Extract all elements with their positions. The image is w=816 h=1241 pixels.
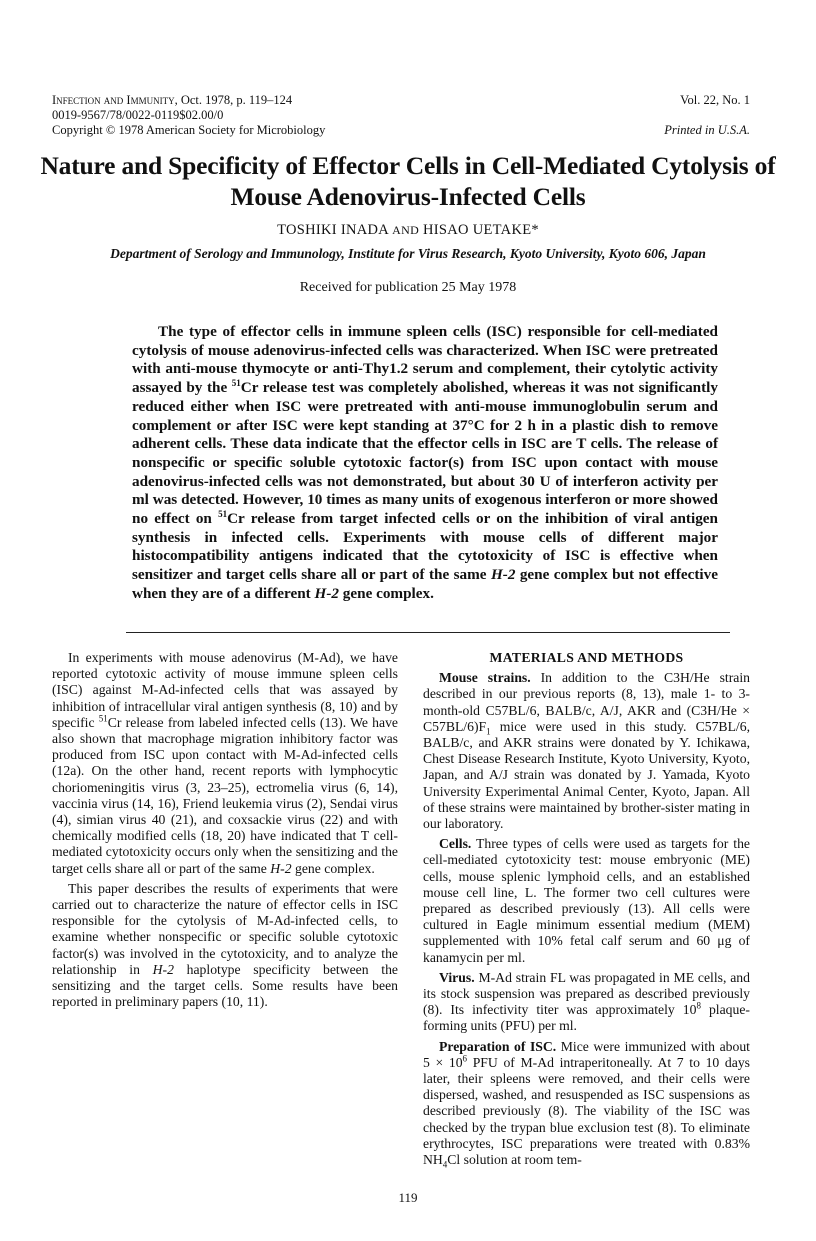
- affiliation: Department of Serology and Immunology, Institute for Virus Research, Kyoto University, Kyoto 606, Japan: [110, 246, 706, 261]
- body-text: In experiments with mouse adenovirus (M-Ad), we have reported cytotoxic activity of mouse immune spleen cells (ISC) against M-Ad-infected cells that was assayed by inhibition of intracellular viral antigen synthesis (8, 10) and by specific: [52, 650, 398, 730]
- volume: Vol. 22, No. 1: [680, 93, 750, 107]
- intro-paragraph-2: [52, 881, 398, 1011]
- gene-term: H-2: [152, 961, 174, 977]
- page-number: 119: [398, 1190, 418, 1205]
- journal-issue: , Oct. 1978, p. 119–124: [174, 93, 293, 107]
- superscript: 8: [696, 1000, 701, 1011]
- author-1: TOSHIKI INADA: [277, 222, 389, 238]
- subsection-heading: Virus.: [439, 969, 475, 985]
- subsection-heading: Cells.: [439, 836, 472, 852]
- abstract-text: Cr release test was completely abolished, whereas it was not significantly reduced either when ISC were pretreated with anti-mouse immunoglobulin serum and complement or after ISC were kept standing at 37°C for 2 h in a plastic dish to remove adherent cells. These data indicate that the effector cells in ISC are T cells. The release of nonspecific or specific soluble cytotoxic factor(s) from ISC upon contact with mouse adenovirus-infected cells was not demonstrated, but about 30 U of interferon activity per ml was detected. However, 10 times as many units of exogenous interferon or more showed no effect on: [132, 379, 718, 528]
- body-text: In addition to the C3H/He strain described in our previous reports (8, 13), male 1- to 3-month-old C57BL/6, BALB/c, A/J, AKR and (C3H/He × C57BL/6)F: [423, 670, 750, 734]
- body-text: M-Ad strain FL was propagated in ME cells, and its stock suspension was prepared as described previously (8). Its infectivity titer was approximately 10: [423, 969, 750, 1018]
- corresponding-mark: *: [531, 222, 539, 238]
- body-text: mice were used in this study. C57BL/6, BALB/c, and AKR strains were donated by Y. Ichikawa, Chest Disease Research Institute, Kyoto University, Kyoto, Japan, and A/J strain was donated by J. Yamada, Kyoto University Experimental Animal Center, Kyoto, Japan. All of these strains were maintained by brother-sister mating in our laboratory.: [423, 718, 750, 832]
- cells-paragraph: [423, 836, 750, 966]
- abstract-text: The type of effector cells in immune spleen cells (ISC) responsible for cell-mediated cytolysis of mouse adenovirus-infected cells was characterized. When ISC were pretreated with anti-mouse thymocyte or anti-Thy1.2 serum and complement, their cytolytic activity assayed by the: [132, 323, 718, 397]
- abstract-text: gene complex.: [338, 584, 434, 602]
- subsection-heading: Preparation of ISC.: [439, 1038, 557, 1054]
- author-2: HISAO UETAKE: [423, 222, 532, 238]
- body-text: Three types of cells were used as targets for the cell-mediated cytotoxicity test: mouse embryonic (ME) cells, mouse splenic lymphoid cells, and an established mouse cell line, L. The former two cell cultures were prepared as described previously (13). All cells were cultured in Eagle minimum essential medium (MEM) supplemented with 10% fetal calf serum and 60 μg of kanamycin per ml.: [423, 836, 750, 965]
- gene-term: H-2: [270, 860, 292, 876]
- abstract-divider: [126, 632, 730, 633]
- abstract-text: Cr release from target infected cells or on the inhibition of viral antigen synthesis in infected cells. Experiments with mouse cells of different major histocompatibility antigens indicated that the cytotoxicity of ISC is effective when sensitizer and target cells share all or part of the same: [132, 510, 718, 584]
- left-column: [52, 650, 398, 1014]
- journal-citation: [52, 93, 452, 108]
- journal-name: Infection and Immunity: [52, 93, 175, 107]
- gene-term: H-2: [314, 584, 339, 602]
- superscript: 51: [231, 378, 241, 389]
- running-header-right: [664, 93, 750, 138]
- body-text: plaque-forming units (PFU) per ml.: [423, 1002, 750, 1034]
- superscript: 51: [98, 713, 108, 724]
- abstract-text: gene complex but not effective when they are of a different: [132, 566, 718, 602]
- running-header-left: [52, 93, 452, 138]
- section-heading: MATERIALS AND METHODS: [489, 650, 684, 665]
- subscript: 1: [486, 726, 491, 737]
- authors-and: AND: [392, 223, 420, 237]
- body-text: This paper describes the results of experiments that were carried out to characterize the nature of effector cells in ISC responsible for the cytolysis of M-Ad-infected cells, to examine whether nonspecific or specific soluble cytotoxic factor(s) was involved in the cytotoxicity, and to analyze the relationship in: [52, 880, 398, 977]
- abstract: [132, 323, 718, 604]
- authors: [40, 222, 776, 239]
- journal-code: 0019-9567/78/0022-0119$02.00/0: [52, 108, 224, 122]
- gene-term: H-2: [490, 566, 516, 584]
- body-text: Cl solution at room tem-: [447, 1152, 582, 1168]
- superscript: 51: [218, 508, 228, 519]
- received-date: Received for publication 25 May 1978: [299, 280, 517, 295]
- intro-paragraph-1: [52, 650, 398, 877]
- isc-preparation-paragraph: [423, 1039, 750, 1169]
- mouse-strains-paragraph: [423, 670, 750, 832]
- body-text: PFU of M-Ad intraperitoneally. At 7 to 10 days later, their spleens were removed, and their cells were dispersed, washed, and resuspended as ISC suspensions as described previously (8). The viability of the ISC was checked by the trypan blue exclusion test (8). To eliminate erythrocytes, ISC preparations were treated with 0.83% NH: [423, 1054, 750, 1168]
- body-text: haplotype specificity between the sensitizing and the target cells. Some results have been reported in preliminary papers (10, 11).: [52, 961, 398, 1010]
- right-column: [423, 650, 750, 1172]
- body-text: Mice were immunized with about 5 × 10: [423, 1038, 750, 1070]
- printed-in: Printed in U.S.A.: [664, 123, 750, 137]
- article-title: Nature and Specificity of Effector Cells in Cell-Mediated Cytolysis of Mouse Adenovirus-Infected Cells: [40, 151, 776, 211]
- copyright: Copyright © 1978 American Society for Microbiology: [52, 123, 326, 137]
- superscript: 6: [462, 1053, 468, 1064]
- subscript: 4: [442, 1159, 448, 1170]
- virus-paragraph: [423, 970, 750, 1035]
- body-text: Cr release from labeled infected cells (13). We have also shown that macrophage migration inhibitory factor was produced from ISC upon contact with M-Ad-infected cells (12a). On the other hand, recent reports with lymphocytic choriomeningitis virus (3, 23–25), ectromelia virus (6, 14), vaccinia virus (14, 16), Friend leukemia virus (2), Sendai virus (4), simian virus 40 (21), and coxsackie virus (22) and with chemically modified cells (18, 20) have indicated that T cell-mediated cytotoxicity occurs only when the sensitizing and the target cells share all or part of the same: [52, 714, 398, 876]
- subsection-heading: Mouse strains.: [439, 670, 531, 686]
- body-text: gene complex.: [291, 860, 375, 876]
